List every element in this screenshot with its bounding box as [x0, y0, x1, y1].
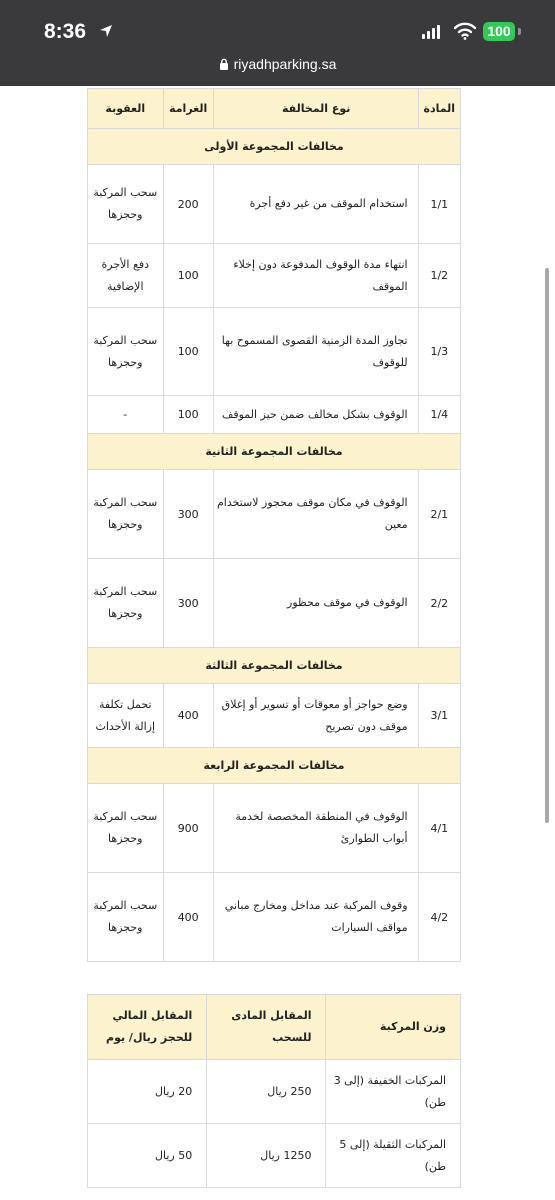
cell-violation-type: الوقوف في موقف محظور: [213, 559, 418, 648]
page-content: [0, 86, 555, 1200]
cell-violation-type: تجاوز المدة الزمنية القصوى المسموح بها للوقوف: [213, 308, 418, 396]
cell-violation-type: الوقوف في مكان موقف محجوز لاستخدام معين: [213, 470, 418, 559]
wifi-icon: [454, 22, 476, 40]
battery-tip: [518, 28, 521, 35]
battery-indicator: 100: [483, 22, 515, 41]
violations-table: [87, 88, 461, 962]
address-bar[interactable]: [0, 56, 555, 72]
cell-article: 1/4: [418, 396, 460, 434]
header-towing-fee: المقابل المادى للسحب: [207, 995, 326, 1060]
cell-vehicle-weight: المركبات الخفيفة (إلى 3 طن): [326, 1060, 461, 1124]
cell-penalty: دفع الأجرة الإضافية: [88, 244, 164, 308]
cell-vehicle-weight: المركبات الثقيلة (إلى 5 طن): [326, 1124, 461, 1188]
header-fine: الغرامة: [163, 89, 213, 129]
cell-article: 1/2: [418, 244, 460, 308]
cell-fine: 400: [163, 684, 213, 748]
cell-towing-fee: 1250 ريال: [207, 1124, 326, 1188]
cell-penalty: سحب المركبة وحجزها: [88, 784, 164, 873]
table-row: [88, 308, 461, 396]
group-title: مخالفات المجموعة الرابعة: [88, 748, 461, 784]
cell-article: 2/1: [418, 470, 460, 559]
table-row: [88, 784, 461, 873]
scrollbar[interactable]: [545, 268, 549, 823]
cell-storage-fee: 50 ريال: [88, 1124, 207, 1188]
url-text: riyadhparking.sa: [233, 56, 337, 72]
group-row: [88, 129, 461, 165]
cell-fine: 100: [163, 308, 213, 396]
cell-penalty: سحب المركبة وحجزها: [88, 873, 164, 962]
cell-article: 1/3: [418, 308, 460, 396]
cell-fine: 300: [163, 559, 213, 648]
group-row: [88, 748, 461, 784]
table-row: [88, 1124, 461, 1188]
cell-penalty: تحمل تكلفة إزالة الأحداث: [88, 684, 164, 748]
table-header-row: [88, 995, 461, 1060]
browser-chrome: [0, 0, 555, 86]
table-row: [88, 470, 461, 559]
table-row: [88, 165, 461, 244]
cell-violation-type: الوقوف بشكل مخالف ضمن حيز الموقف: [213, 396, 418, 434]
cell-fine: 100: [163, 244, 213, 308]
cell-violation-type: وضع حواجز أو معوقات أو تسوير أو إغلاق موقف دون تصريح: [213, 684, 418, 748]
cell-fine: 300: [163, 470, 213, 559]
table-row: [88, 1060, 461, 1124]
cell-violation-type: وقوف المركبة عند مداخل ومخارج مباني مواقف السيارات: [213, 873, 418, 962]
lock-icon: [219, 58, 229, 70]
cell-article: 3/1: [418, 684, 460, 748]
cellular-signal-icon: [422, 25, 440, 39]
cell-article: 4/1: [418, 784, 460, 873]
group-title: مخالفات المجموعة الأولى: [88, 129, 461, 165]
header-violation-type: نوع المخالفة: [213, 89, 418, 129]
table-row: [88, 396, 461, 434]
header-article: المادة: [418, 89, 460, 129]
cell-penalty: سحب المركبة وحجزها: [88, 165, 164, 244]
cell-penalty: سحب المركبة وحجزها: [88, 470, 164, 559]
cell-penalty: -: [88, 396, 164, 434]
group-row: [88, 434, 461, 470]
table-row: [88, 873, 461, 962]
cell-penalty: سحب المركبة وحجزها: [88, 559, 164, 648]
header-vehicle-weight: وزن المركبة: [326, 995, 461, 1060]
cell-fine: 100: [163, 396, 213, 434]
cell-violation-type: الوقوف في المنطقة المخصصة لخدمة أبواب الطوارئ: [213, 784, 418, 873]
cell-storage-fee: 20 ريال: [88, 1060, 207, 1124]
cell-violation-type: انتهاء مدة الوقوف المدفوعة دون إخلاء الموقف: [213, 244, 418, 308]
cell-penalty: سحب المركبة وحجزها: [88, 308, 164, 396]
status-time: 8:36: [44, 20, 87, 43]
towing-fees-table: [87, 994, 461, 1188]
location-arrow-icon: [99, 24, 113, 38]
cell-fine: 400: [163, 873, 213, 962]
cell-towing-fee: 250 ريال: [207, 1060, 326, 1124]
cell-article: 4/2: [418, 873, 460, 962]
table-row: [88, 559, 461, 648]
cell-article: 1/1: [418, 165, 460, 244]
cell-fine: 200: [163, 165, 213, 244]
cell-article: 2/2: [418, 559, 460, 648]
group-title: مخالفات المجموعة الثالثة: [88, 648, 461, 684]
group-row: [88, 648, 461, 684]
header-storage-fee: المقابل المالي للحجز ريال/ يوم: [88, 995, 207, 1060]
table-row: [88, 244, 461, 308]
group-title: مخالفات المجموعة الثانية: [88, 434, 461, 470]
cell-fine: 900: [163, 784, 213, 873]
table-row: [88, 684, 461, 748]
table-header-row: [88, 89, 461, 129]
header-penalty: العقوبة: [88, 89, 164, 129]
cell-violation-type: استخدام الموقف من غير دفع أجرة: [213, 165, 418, 244]
